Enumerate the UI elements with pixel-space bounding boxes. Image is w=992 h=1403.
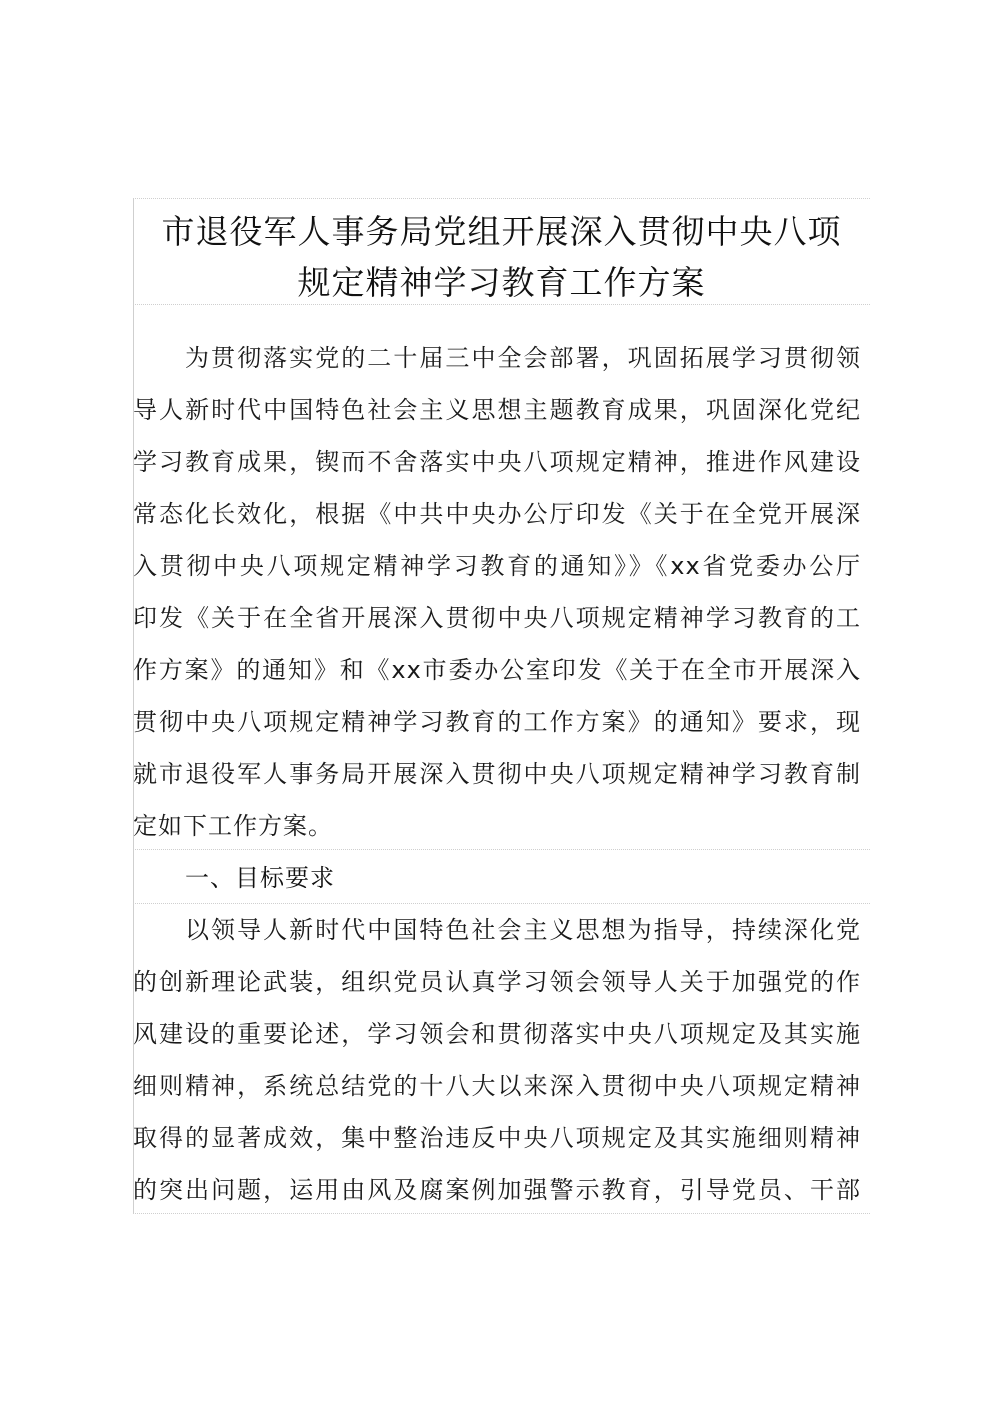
paragraph-line: 风建设的重要论述，学习领会和贯彻落实中央八项规定及其实施 — [133, 1020, 861, 1048]
paragraph-line: 的突出问题，运用由风及腐案例加强警示教育，引导党员、干部 — [133, 1176, 861, 1204]
top-dotted-rule — [133, 198, 870, 199]
document-page — [133, 198, 870, 1214]
title-line-2: 规定精神学习教育工作方案 — [297, 263, 706, 302]
document-title — [133, 206, 870, 308]
title-line-1: 市退役军人事务局党组开展深入贯彻中央八项 — [161, 212, 842, 251]
paragraph-line: 学习教育成果，锲而不舍落实中央八项规定精神，推进作风建设 — [133, 448, 861, 476]
section-dotted-rule — [133, 849, 870, 850]
paragraph-line: 取得的显著成效，集中整治违反中央八项规定及其实施细则精神 — [133, 1124, 861, 1152]
paragraph-line: 作方案》的通知》和《xx市委办公室印发《关于在全市开展深入 — [133, 656, 861, 684]
paragraph-line: 以领导人新时代中国特色社会主义思想为指导，持续深化党 — [185, 916, 861, 944]
paragraph-line: 贯彻中央八项规定精神学习教育的工作方案》的通知》要求，现 — [133, 708, 861, 736]
paragraph-line: 入贯彻中央八项规定精神学习教育的通知》》《xx省党委办公厅 — [133, 552, 861, 580]
paragraph-line: 定如下工作方案。 — [133, 812, 333, 840]
paragraph-line: 印发《关于在全省开展深入贯彻中央八项规定精神学习教育的工 — [133, 604, 861, 632]
paragraph-line: 就市退役军人事务局开展深入贯彻中央八项规定精神学习教育制 — [133, 760, 861, 788]
paragraph-line: 细则精神，系统总结党的十八大以来深入贯彻中央八项规定精神 — [133, 1072, 861, 1100]
section-heading-goals: 一、目标要求 — [185, 864, 335, 892]
paragraph-line: 的创新理论武装，组织党员认真学习领会领导人关于加强党的作 — [133, 968, 861, 996]
paragraph-line: 常态化长效化，根据《中共中央办公厅印发《关于在全党开展深 — [133, 500, 861, 528]
title-dotted-rule — [133, 304, 870, 305]
paragraph-line: 为贯彻落实党的二十届三中全会部署，巩固拓展学习贯彻领 — [185, 344, 861, 372]
goals-paragraph — [133, 904, 861, 1216]
intro-paragraph — [133, 332, 861, 852]
bottom-dotted-rule — [133, 1213, 870, 1214]
paragraph-line: 导人新时代中国特色社会主义思想主题教育成果，巩固深化党纪 — [133, 396, 861, 424]
